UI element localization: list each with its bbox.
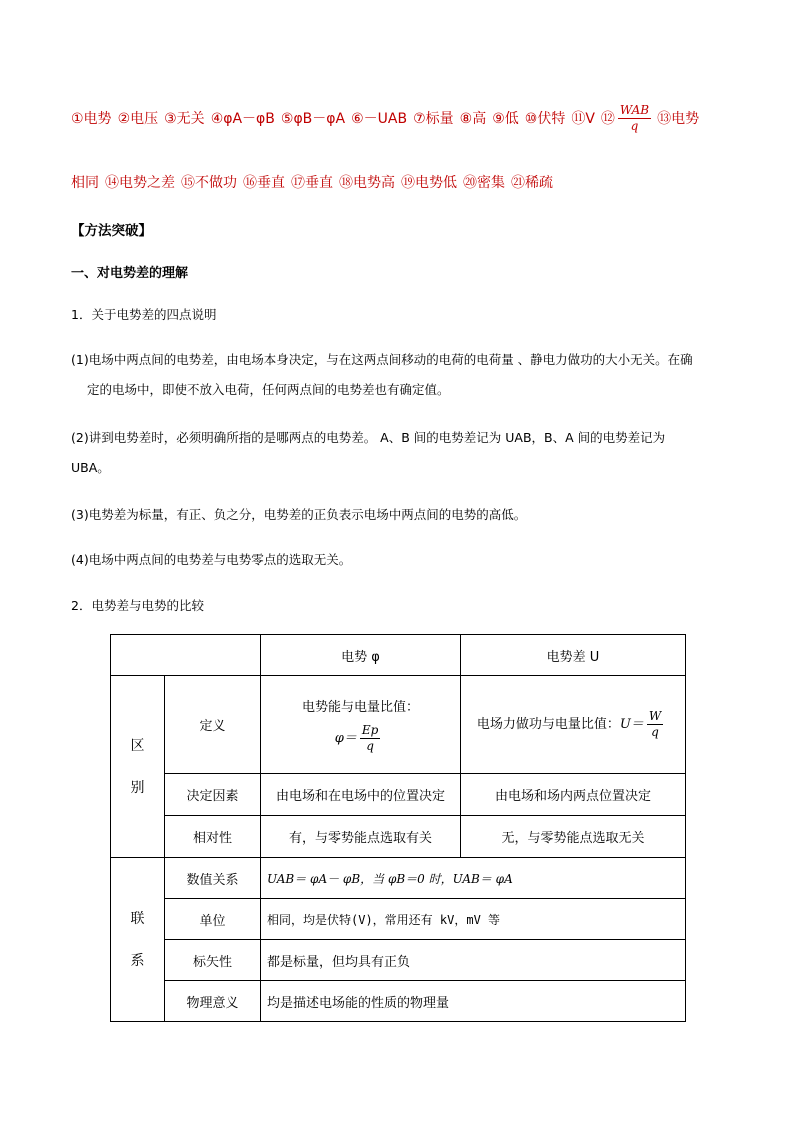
- group-label-relation: 联 系: [111, 858, 165, 1022]
- paragraph-1: [71, 345, 726, 405]
- answer-item: ⑮不做功: [181, 175, 237, 191]
- answer-item: ⑩伏特: [524, 111, 566, 127]
- answer-key: [71, 102, 731, 191]
- answer-item: ①电势: [71, 111, 112, 127]
- answer-item: ⑰垂直: [291, 175, 333, 191]
- definition-potential: 电势能与电量比值： φ＝ $\frac{Ep}{q}$: [261, 676, 461, 774]
- table-header-row: [111, 635, 686, 676]
- subheading-2: 2．电势差与电势的比较: [71, 598, 204, 613]
- answer-item: 相同: [71, 175, 99, 191]
- paragraph-4: (4)电场中两点间的电势差与电势零点的选取无关。: [71, 552, 352, 567]
- row-label: 相对性: [165, 816, 261, 858]
- answer-item: ⑨低: [492, 111, 519, 127]
- table-row: [111, 676, 686, 774]
- answer-item: ⑦标量: [413, 111, 454, 127]
- answer-item: ③无关: [164, 111, 205, 127]
- fraction-numerator: WAB: [619, 102, 650, 117]
- cell: 都是标量，但均具有正负: [261, 940, 686, 981]
- paragraph-1-line-1: (1)电场中两点间的电势差，由电场本身决定，与在这两点间移动的电荷的电荷量 、静电力做功的大小无关。在确: [71, 352, 693, 367]
- group-label-difference: 区 别: [111, 676, 165, 858]
- row-label: 定义: [165, 676, 261, 774]
- paragraph-2: [71, 423, 726, 483]
- fraction-denominator: q: [630, 118, 639, 133]
- answer-item: ⑤φB－φA: [280, 111, 346, 127]
- answer-item: ⑬电势: [657, 111, 700, 127]
- header-potential: 电势 φ: [261, 635, 461, 676]
- table-row: [111, 816, 686, 858]
- header-potential-difference: 电势差 U: [461, 635, 686, 676]
- answer-item: ⑭电势之差: [105, 175, 175, 191]
- comparison-table: [110, 634, 686, 1022]
- cell: 均是描述电场能的性质的物理量: [261, 981, 686, 1022]
- fraction-ep-over-q: $\frac{Ep}{q}$: [361, 722, 379, 753]
- table-row: [111, 858, 686, 899]
- row-label: 决定因素: [165, 774, 261, 816]
- cell: 相同，均是伏特(V)，常用还有 kV，mV 等: [261, 899, 686, 940]
- answer-item: ②电压: [117, 111, 159, 127]
- paragraph-3: (3)电势差为标量，有正、负之分，电势差的正负表示电场中两点间的电势的高低。: [71, 507, 527, 522]
- table-row: [111, 981, 686, 1022]
- answer-item: ⑥－UAB: [351, 111, 408, 127]
- answer-item: ⑳密集: [463, 175, 505, 191]
- cell: 有，与零势能点选取有关: [261, 816, 461, 858]
- table-row: [111, 774, 686, 816]
- answer-item: ⑪V: [571, 111, 595, 127]
- answer-item: ⑧高: [459, 111, 487, 127]
- paragraph-2-line-1: (2)讲到电势差时，必须明确所指的是哪两点的电势差。 A、B 间的电势差记为 UAB，B、A 间的电势差记为: [71, 430, 666, 445]
- row-label: 物理意义: [165, 981, 261, 1022]
- table-corner-cell: [111, 635, 261, 676]
- cell: 由电场和在电场中的位置决定: [261, 774, 461, 816]
- answer-item: ⑯垂直: [243, 175, 285, 191]
- subheading-1: 1．关于电势差的四点说明: [71, 307, 217, 322]
- row-label: 标矢性: [165, 940, 261, 981]
- row-label: 单位: [165, 899, 261, 940]
- answer-line-1: [71, 103, 731, 133]
- section-title: 【方法突破】: [71, 223, 152, 239]
- cell: 由电场和场内两点位置决定: [461, 774, 686, 816]
- fraction-w-over-q: $\frac{W}{q}$: [648, 709, 662, 739]
- definition-potential-difference: 电场力做功与电量比值：U＝ $\frac{W}{q}$: [461, 676, 686, 774]
- answer-item: ⑲电势低: [401, 175, 457, 191]
- answer-item: ㉑稀疏: [511, 175, 553, 191]
- table-row: [111, 899, 686, 940]
- cell: UAB＝ φA－ φB，当 φB＝0 时，UAB＝ φA: [261, 858, 686, 899]
- table-row: [111, 940, 686, 981]
- answer-item: ⑱电势高: [339, 175, 395, 191]
- paragraph-1-line-2: 定的电场中，即使不放入电荷，任何两点间的电势差也有确定值。: [87, 382, 450, 397]
- row-label: 数值关系: [165, 858, 261, 899]
- answer-item: ④φA－φB: [210, 111, 275, 127]
- paragraph-2-line-2: UBA。: [71, 460, 110, 475]
- answer-line-2: [71, 167, 559, 197]
- fraction-wab-over-q: [618, 103, 651, 134]
- cell: 无，与零势能点选取无关: [461, 816, 686, 858]
- section-heading: 一、对电势差的理解: [71, 266, 189, 281]
- answer-item: ⑫: [600, 111, 615, 127]
